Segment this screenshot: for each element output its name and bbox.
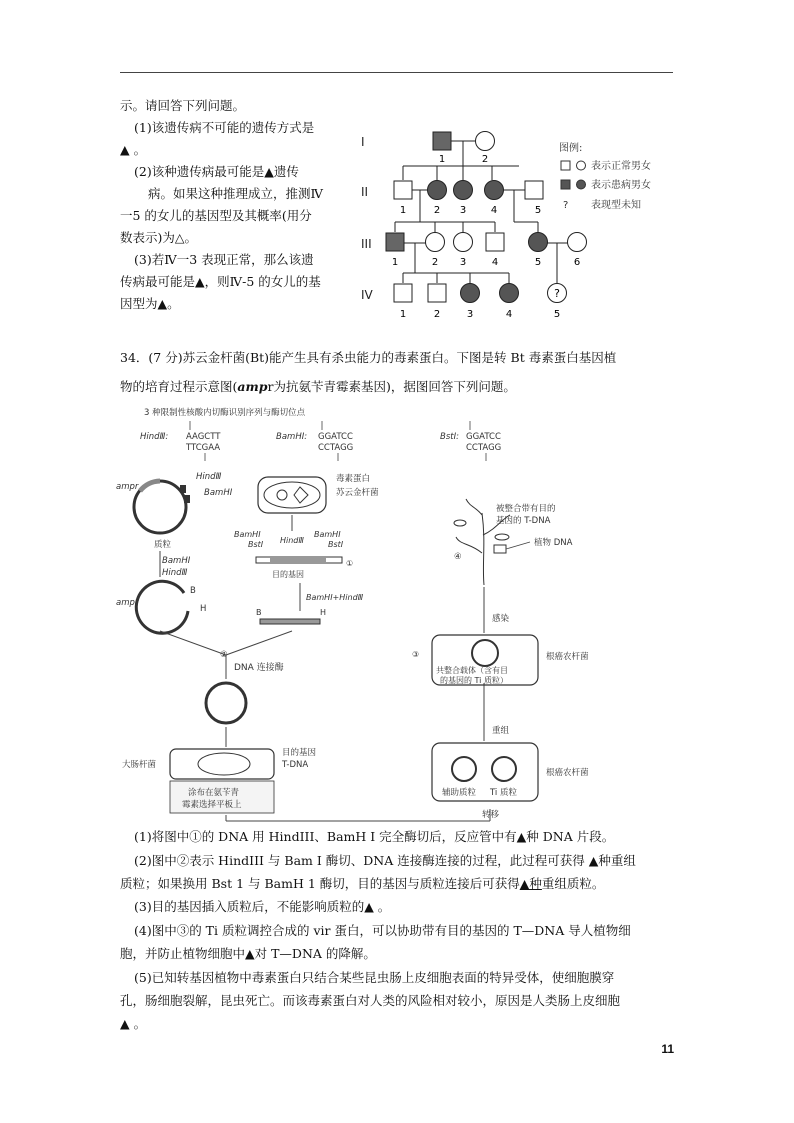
individual-I-1 (433, 132, 451, 150)
q33-2b: 病。如果这种推理成立，推测Ⅳ (148, 186, 323, 201)
gen3-num-6: 6 (573, 257, 581, 268)
recomb-label: 重组 (492, 726, 510, 736)
q34-2b-2: ▲种 (519, 876, 542, 891)
legend-affected: 表示患病男女 (591, 180, 651, 191)
cointegrate-label-1: 共整合载体（含有目 (436, 666, 508, 675)
unknown-mark: ? (554, 287, 560, 300)
plate-label-1: 涂布在氨苄青 (188, 788, 240, 798)
q34-3: (3)目的基因插入质粒后，不能影响质粒的▲ 。 (134, 899, 391, 914)
individual-III-2 (426, 233, 445, 252)
hind-name: HindⅢ: (140, 432, 169, 442)
circle-4: ④ (454, 552, 462, 562)
q34-2b-1: 质粒；如果换用 Bst 1 与 BamH 1 酶切，目的基因与质粒连接后可获得 (120, 876, 520, 891)
gen-label-4: IV (361, 288, 373, 302)
legend-unknown-symbol: ? (563, 200, 569, 211)
individual-III-4 (486, 233, 504, 251)
bst1-l-label: BstⅠ (248, 540, 264, 549)
hind3-m-label: HindⅢ (280, 536, 304, 545)
gen4-num-5: 5 (553, 309, 561, 320)
q34-1: (1)将图中①的 DNA 用 HindIII、BamH I 完全酶切后，反应管中有▲种 DNA 片段。 (134, 829, 615, 844)
q33-1b: ▲ 。 (120, 142, 147, 157)
hind3-label: HindⅢ (196, 472, 222, 482)
bamh1-label: BamHⅠ (204, 488, 233, 498)
gen4-num-1: 1 (399, 309, 407, 320)
bamh1-b-label: BamHⅠ (162, 556, 191, 566)
gen3-num-2: 2 (431, 257, 439, 268)
gen-label-1: I (361, 135, 365, 149)
individual-III-3 (454, 233, 473, 252)
tdna-label: T-DNA (282, 760, 309, 770)
bam-top: GGATCC (318, 432, 353, 442)
plate-label-2: 霉素选择平板上 (182, 800, 242, 810)
legend-title: 图例: (559, 143, 583, 154)
q34-2a: (2)图中②表示 HindIII 与 Bam I 酶切、DNA 连接酶连接的过程，此过程可获得 ▲种重组 (134, 853, 636, 868)
q34-line2 (120, 376, 516, 398)
transfer-label: 转移 (482, 810, 500, 820)
gen3-num-3: 3 (459, 257, 467, 268)
page-number: 11 (661, 1042, 674, 1056)
b-end-label: B (190, 586, 196, 596)
bst1-r-label: BstⅠ (328, 540, 344, 549)
ligase-label: DNA 连接酶 (234, 663, 284, 673)
individual-III-6 (568, 233, 587, 252)
gen2-num-1: 1 (399, 205, 407, 216)
gen4-num-3: 3 (466, 309, 474, 320)
individual-IV-3 (461, 284, 480, 303)
individual-I-2 (476, 132, 495, 151)
agro2-label: 根癌农杆菌 (546, 652, 589, 662)
q33-2c: 一5 的女儿的基因型及其概率(用分 (120, 208, 312, 223)
circle-1: ① (346, 559, 354, 568)
gen3-num-5: 5 (534, 257, 542, 268)
gen3-num-4: 4 (491, 257, 499, 268)
bt-label: 苏云金杆菌 (336, 488, 379, 498)
recombinant-plasmid (206, 683, 246, 723)
bam-bot: CCTAGG (318, 443, 354, 453)
ampr-label: ampr (116, 482, 139, 492)
individual-II-4 (485, 181, 504, 200)
plasmid-label: 质粒 (154, 540, 172, 550)
individual-IV-2 (428, 284, 446, 302)
q33-2d: 数表示)为△。 (120, 230, 197, 245)
bst-bot: CCTAGG (466, 443, 502, 453)
q34-2b-3: 重组质粒。 (541, 876, 605, 891)
hind3-b-label: HindⅢ (162, 568, 188, 578)
bamh1-l-label: BamHⅠ (234, 530, 261, 539)
plasmid-cut (136, 581, 188, 633)
q33-3b: 传病最可能是▲，则Ⅳ-5 的女儿的基 (120, 274, 321, 289)
gen2-num-3: 3 (459, 205, 467, 216)
bam-name: BamHⅠ: (276, 432, 308, 442)
q34-5a: (5)已知转基因植物中毒素蛋白只结合某些昆虫肠上皮细胞表面的特异受体，使细胞膜穿 (134, 970, 615, 985)
gen1-num-2: 2 (481, 154, 489, 165)
gen-label-3: III (361, 237, 372, 251)
individual-II-5 (525, 181, 543, 199)
q34-line1: 34．(7 分)苏云金杆菌(Bt)能产生具有杀虫能力的毒素蛋白。下图是转 Bt 毒素蛋白基因植 (120, 350, 617, 365)
q33-3a: (3)若Ⅳ一3 表现正常，那么该遗 (134, 252, 314, 267)
gen2-num-5: 5 (534, 205, 542, 216)
q34-line2b: r为抗氨苄青霉素基因)，据图回答下列问题。 (267, 379, 516, 394)
q33-3c: 因型为▲。 (120, 296, 180, 311)
legend-unknown: 表现型未知 (591, 200, 641, 211)
pedigree-legend (559, 141, 651, 211)
target-dna-fragment (256, 557, 342, 563)
legend-normal: 表示正常男女 (591, 161, 651, 172)
infect-label: 感染 (492, 614, 510, 624)
hind-bot: TTCGAA (186, 443, 221, 453)
ti-label: Ti 质粒 (490, 788, 517, 798)
gen4-num-2: 2 (433, 309, 441, 320)
individual-III-5 (529, 233, 548, 252)
individual-II-3 (454, 181, 473, 200)
individual-II-2 (428, 181, 447, 200)
plasmid-original (134, 481, 190, 533)
h2-label: H (320, 608, 327, 617)
circle-3: ③ (412, 650, 420, 659)
bamh1-r-label: BamHⅠ (314, 530, 341, 539)
gen4-num-4: 4 (505, 309, 513, 320)
q34-amp: amp (237, 379, 268, 394)
diagram-heading: 3 种限制性核酸内切酶识别序列与酶切位点 (144, 408, 306, 418)
bt-cell (258, 477, 326, 513)
integrated-label-2: 基因的 T-DNA (496, 516, 551, 526)
q34-line2a: 物的培育过程示意图( (120, 379, 238, 394)
ecoli-label: 大肠杆菌 (122, 760, 157, 770)
gen-label-2: II (361, 185, 369, 199)
ampr-b-label: ampr (116, 598, 139, 608)
gen2-num-4: 4 (490, 205, 498, 216)
toxin-label: 毒素蛋白 (336, 474, 371, 484)
gen3-num-1: 1 (391, 257, 399, 268)
q34-4b: 胞，并防止植物细胞中▲对 T—DNA 的降解。 (120, 946, 376, 961)
q34-5c: ▲ 。 (120, 1016, 147, 1031)
enzyme-label: BamHⅠ+HindⅢ (306, 593, 364, 602)
q33-1a: (1)该遗传病不可能的遗传方式是 (134, 120, 315, 135)
individual-II-1 (394, 181, 412, 199)
individual-III-1 (386, 233, 404, 251)
circle-2: ② (220, 650, 228, 660)
integrated-label-1: 被整合带有目的 (496, 504, 556, 514)
tgt-label: 目的基因 (282, 748, 317, 758)
q34-5b: 孔，肠细胞裂解，昆虫死亡。而该毒素蛋白对人类的风险相对较小，原因是人类肠上皮细胞 (120, 993, 621, 1008)
cointegrate-label-2: 的基因的 Ti 质粒） (440, 676, 508, 685)
individual-IV-1 (394, 284, 412, 302)
header-rule (120, 72, 673, 73)
h-end-label: H (200, 604, 207, 614)
helper-label: 辅助质粒 (442, 788, 477, 798)
q34-2b (120, 873, 604, 895)
bst-name: BstⅠ: (440, 432, 459, 442)
q33-intro: 示。请回答下列问题。 (120, 98, 246, 113)
cut-fragment (260, 619, 320, 624)
gen1-num-1: 1 (438, 154, 446, 165)
bst-top: GGATCC (466, 432, 501, 442)
transgenic-diagram (110, 403, 680, 823)
hind-top: AAGCTT (186, 432, 221, 442)
plant-dna-label: 植物 DNA (534, 538, 573, 548)
b2-label: B (256, 608, 262, 617)
gen2-num-2: 2 (433, 205, 441, 216)
agro1-label: 根癌农杆菌 (546, 768, 589, 778)
target-gene-label: 目的基因 (272, 570, 304, 579)
q33-2a: (2)该种遗传病最可能是▲遗传 (134, 164, 299, 179)
pedigree-chart (355, 118, 695, 328)
q34-4a: (4)图中③的 Ti 质粒调控合成的 vir 蛋白，可以协助带有目的基因的 T—DNA 导人植物细 (134, 923, 631, 938)
individual-IV-4 (500, 284, 519, 303)
